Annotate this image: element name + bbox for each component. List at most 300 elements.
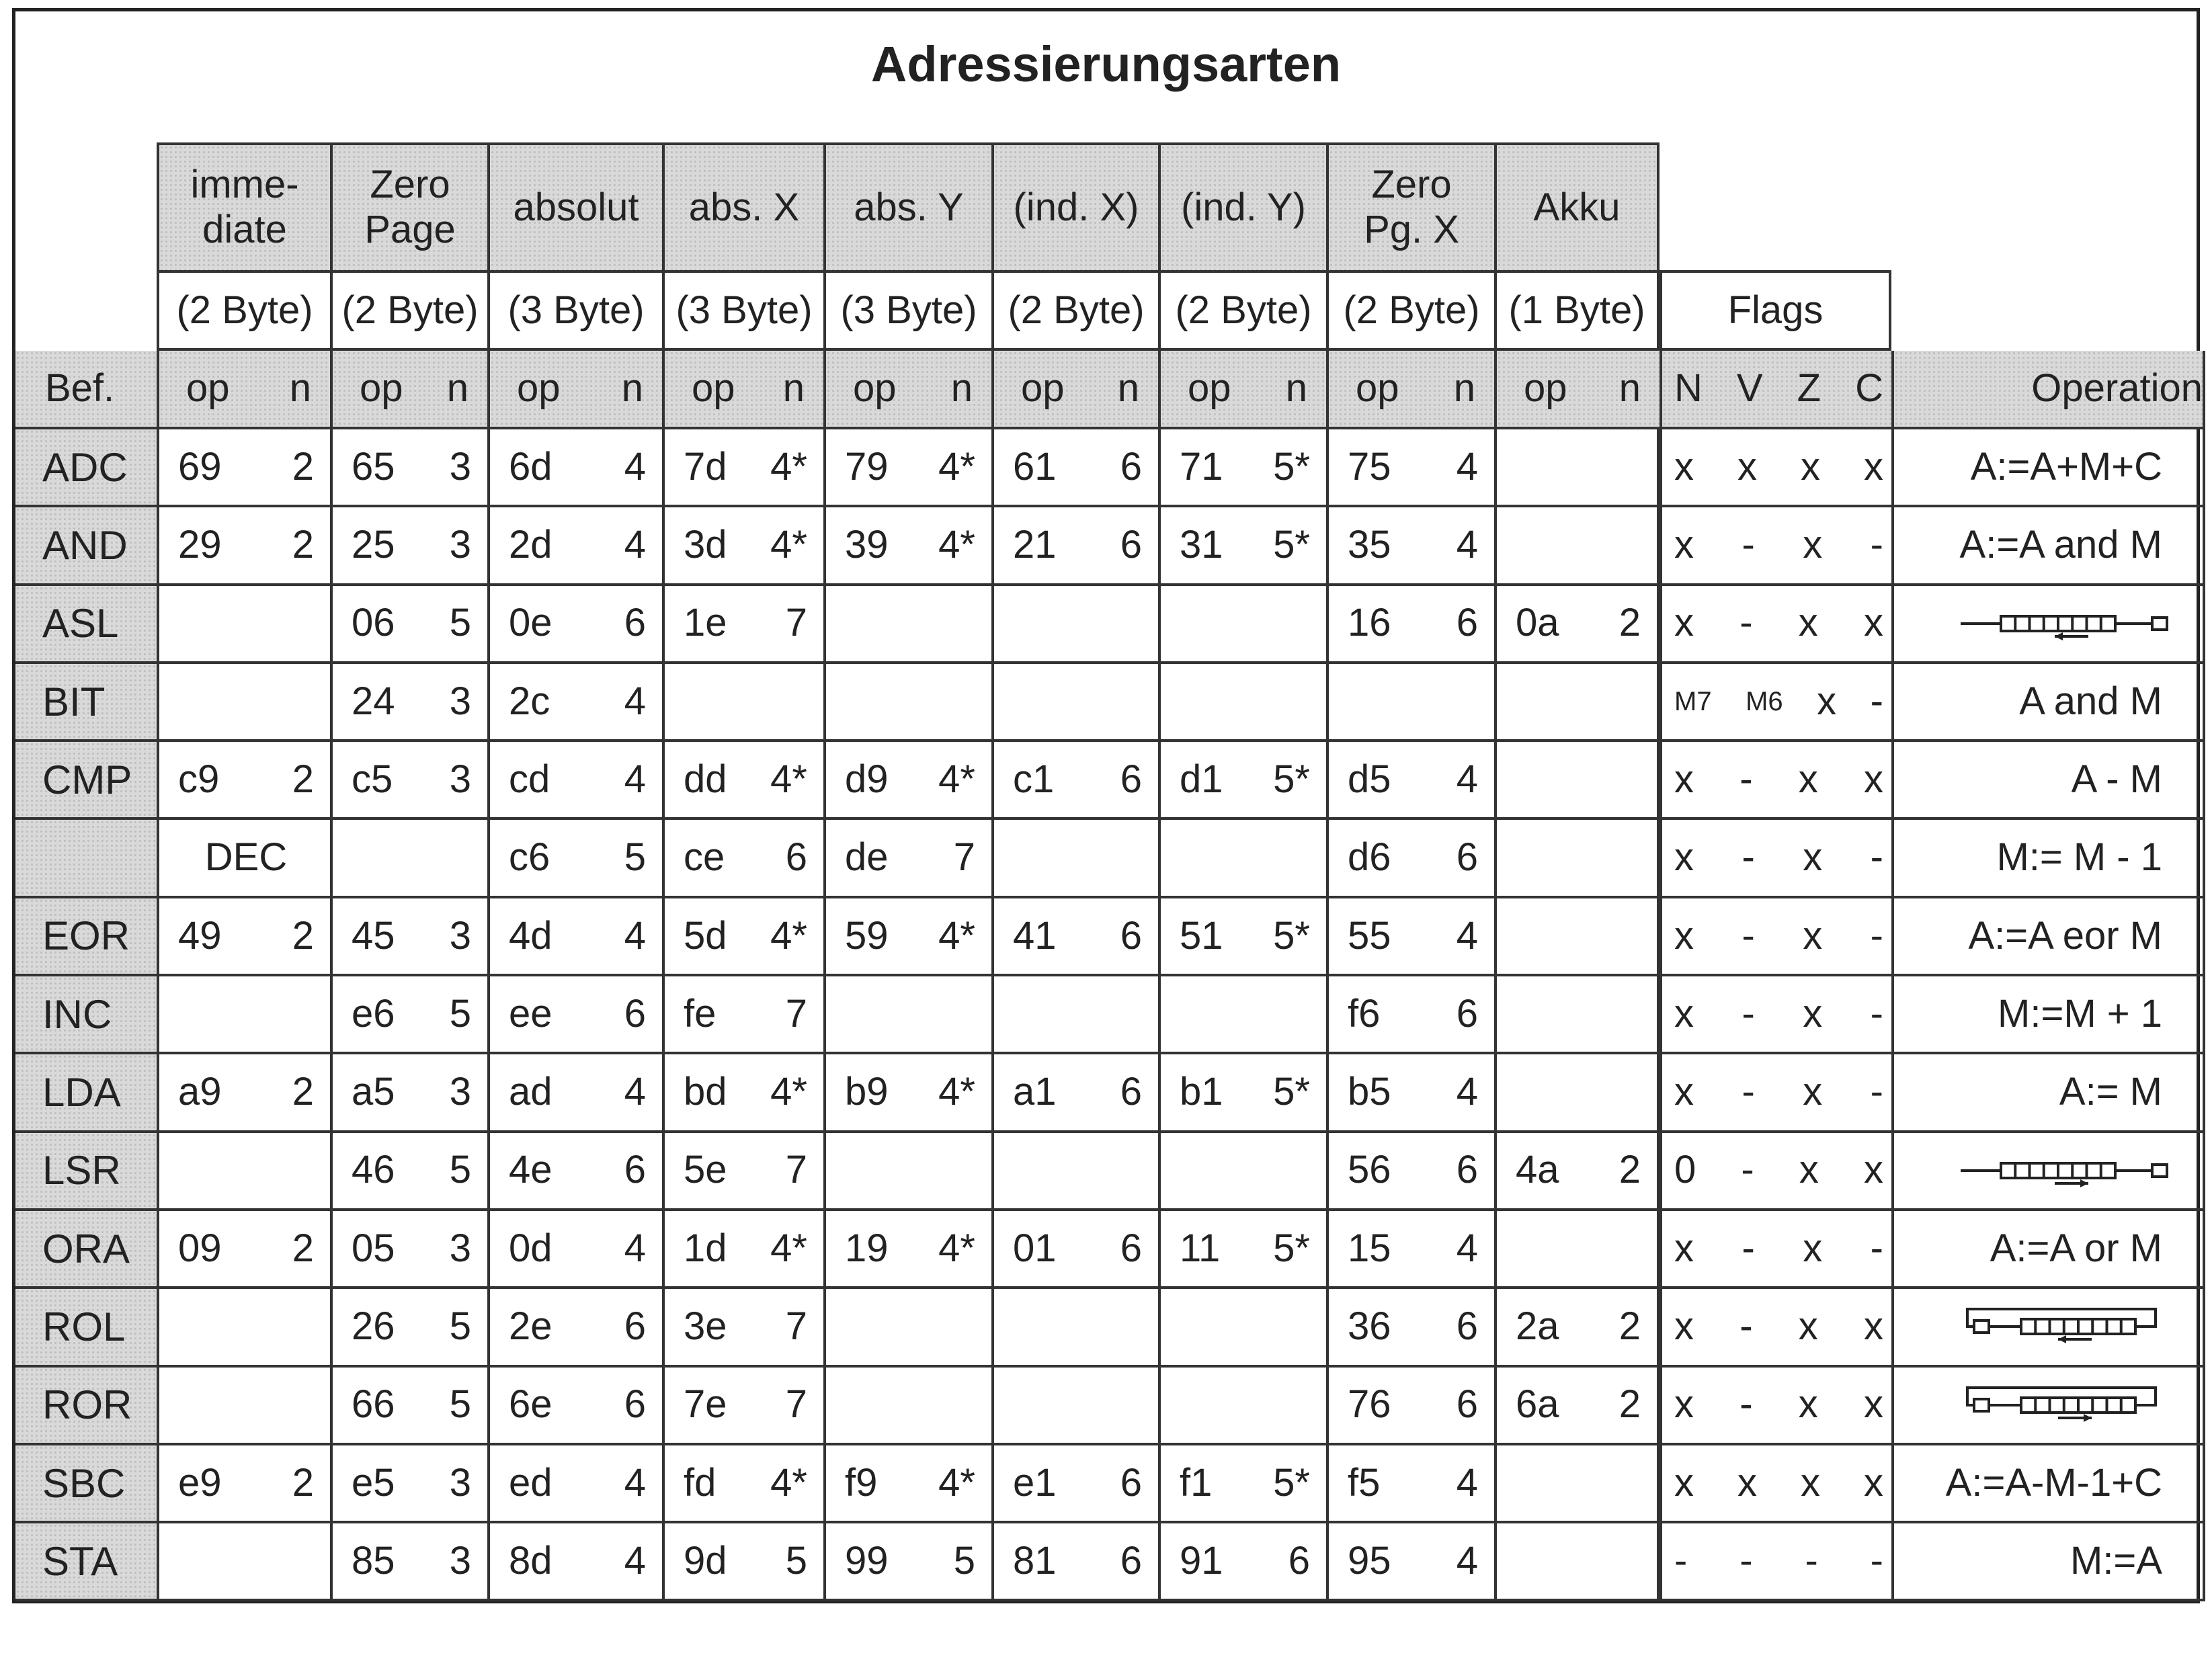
cycle-count: 5* <box>1273 913 1310 958</box>
flag-value: x <box>1803 1226 1823 1270</box>
mode-header <box>330 142 487 270</box>
cycle-count: 5* <box>1273 444 1310 489</box>
flags-header: Flags <box>1660 270 1891 351</box>
cycle-count: 7 <box>785 1382 807 1427</box>
opcode-cell <box>157 898 330 976</box>
opcode-value: c6 <box>509 835 550 880</box>
flag-value: x <box>1674 444 1694 489</box>
opcode-cell <box>330 898 487 976</box>
cycle-count: 2 <box>292 1226 314 1270</box>
cycle-count: 3 <box>449 1460 471 1505</box>
mode-bytes: (3 Byte) <box>823 270 991 351</box>
flag-value: x <box>1674 835 1694 880</box>
opcode-cell <box>157 1523 330 1601</box>
opcode-cell <box>1326 898 1494 976</box>
opcode-cell <box>823 429 991 507</box>
cycle-count: 4* <box>770 1226 807 1270</box>
opcode-cell <box>823 898 991 976</box>
opcode-value: 21 <box>1013 523 1057 567</box>
opcode-cell <box>991 820 1158 898</box>
cycle-count: 4* <box>938 1460 975 1505</box>
flag-value: - <box>1870 1538 1883 1583</box>
flag-value: x <box>1798 1382 1818 1427</box>
opcode-value: 39 <box>845 523 889 567</box>
flag-value: x <box>1674 1382 1694 1427</box>
opcode-cell <box>330 1133 487 1211</box>
instruction-mnemonic: LDA <box>15 1054 157 1132</box>
cycle-count: 2 <box>1619 1304 1641 1349</box>
header-flags <box>1660 351 1891 429</box>
opcode-value: ad <box>509 1070 552 1114</box>
opcode-cell <box>487 1133 662 1211</box>
flag-value: x <box>1674 757 1694 801</box>
opcode-cell <box>157 1211 330 1289</box>
header-op: op <box>186 366 230 411</box>
cycle-count: 4 <box>1456 757 1478 801</box>
opcode-value: 41 <box>1013 913 1057 958</box>
flag-value: - <box>1741 1148 1754 1192</box>
cycle-count: 2 <box>292 523 314 567</box>
mode-header-line: Akku <box>1533 185 1621 229</box>
opcode-cell <box>991 507 1158 585</box>
operation-cell: M:=M + 1 <box>1891 976 2205 1054</box>
opcode-cell <box>1158 976 1326 1054</box>
mode-header-line: diate <box>202 208 287 251</box>
opcode-value: ce <box>684 835 725 880</box>
opcode-value: 05 <box>352 1226 395 1270</box>
opcode-cell <box>662 1523 823 1601</box>
header-flag: V <box>1736 366 1763 411</box>
opcode-value: bd <box>684 1070 727 1114</box>
cycle-count: 5 <box>785 1538 807 1583</box>
opcode-value: d6 <box>1348 835 1391 880</box>
opcode-value: e9 <box>178 1460 222 1505</box>
opcode-cell <box>330 586 487 664</box>
opcode-cell <box>487 742 662 820</box>
opcode-cell <box>1494 1133 1660 1211</box>
opcode-cell <box>330 429 487 507</box>
opcode-cell <box>823 1133 991 1211</box>
cycle-count: 4 <box>624 679 646 723</box>
header-op: op <box>1356 366 1399 411</box>
flag-value: x <box>1803 991 1823 1036</box>
opcode-value: 9d <box>684 1538 727 1583</box>
opcode-cell <box>487 429 662 507</box>
opcode-value: 61 <box>1013 444 1057 489</box>
flag-value: - <box>1870 523 1883 567</box>
flag-value: - <box>1870 1070 1883 1114</box>
mode-header <box>991 142 1158 270</box>
operation-cell <box>1891 586 2205 664</box>
operation-cell: A:=A and M <box>1891 507 2205 585</box>
instruction-mnemonic: ADC <box>15 429 157 507</box>
mode-header-line: absolut <box>513 185 639 229</box>
opcode-cell <box>487 976 662 1054</box>
opcode-cell <box>662 664 823 742</box>
opcode-cell <box>1494 586 1660 664</box>
opcode-cell <box>662 1445 823 1523</box>
opcode-cell <box>1494 976 1660 1054</box>
flag-value: - <box>1674 1538 1688 1583</box>
opcode-value: 59 <box>845 913 889 958</box>
opcode-value: 95 <box>1348 1538 1391 1583</box>
opcode-value: e5 <box>352 1460 395 1505</box>
opcode-cell <box>487 1445 662 1523</box>
cycle-count: 4 <box>1456 1460 1478 1505</box>
cycle-count: 4 <box>624 1226 646 1270</box>
opcode-value: 19 <box>845 1226 889 1270</box>
instruction-mnemonic: INC <box>15 976 157 1054</box>
opcode-value: 71 <box>1180 444 1223 489</box>
flag-value: x <box>1863 601 1883 645</box>
mode-header-line: Zero <box>1371 163 1452 207</box>
flags-cell <box>1660 1368 1891 1445</box>
cycle-count: 4* <box>770 913 807 958</box>
opcode-value: 15 <box>1348 1226 1391 1270</box>
header-operation: Operation <box>1891 351 2205 429</box>
opcode-cell <box>1494 429 1660 507</box>
cycle-count: 4* <box>770 1460 807 1505</box>
cycle-count: 4* <box>938 523 975 567</box>
opcode-cell <box>487 820 662 898</box>
flag-value: - <box>1742 1226 1755 1270</box>
instruction-mnemonic: ROL <box>15 1289 157 1367</box>
opcode-cell <box>487 507 662 585</box>
opcode-cell <box>1326 586 1494 664</box>
header-op-n <box>1326 351 1494 429</box>
operation-cell: A:= M <box>1891 1054 2205 1132</box>
opcode-value: 16 <box>1348 601 1391 645</box>
opcode-value: d5 <box>1348 757 1391 801</box>
mode-bytes: (2 Byte) <box>330 270 487 351</box>
opcode-cell <box>662 898 823 976</box>
cycle-count: 5 <box>953 1538 975 1583</box>
flag-value: - <box>1870 913 1883 958</box>
opcode-cell <box>1326 1523 1494 1601</box>
opcode-value: 1e <box>684 601 727 645</box>
mode-header-line: Pg. X <box>1364 208 1459 251</box>
cycle-count: 5 <box>449 1304 471 1349</box>
mode-header <box>157 142 330 270</box>
cycle-count: 6 <box>1120 444 1142 489</box>
opcode-cell <box>1158 1523 1326 1601</box>
opcode-cell <box>1326 1445 1494 1523</box>
flag-value: M7 <box>1674 687 1712 717</box>
cycle-count: 5* <box>1273 1460 1310 1505</box>
operation-cell <box>1891 1133 2205 1211</box>
cycle-count: 4* <box>770 757 807 801</box>
opcode-cell <box>157 742 330 820</box>
opcode-cell <box>487 1211 662 1289</box>
opcode-value: 6e <box>509 1382 552 1427</box>
opcode-cell <box>1494 742 1660 820</box>
cycle-count: 4* <box>938 913 975 958</box>
header-op-n <box>991 351 1158 429</box>
opcode-cell <box>157 429 330 507</box>
cycle-count: 5 <box>449 991 471 1036</box>
cycle-count: 2 <box>292 444 314 489</box>
cycle-count: 7 <box>785 601 807 645</box>
mode-header <box>487 142 662 270</box>
flag-value: x <box>1803 835 1823 880</box>
flag-value: 0 <box>1674 1148 1696 1192</box>
flag-value: x <box>1674 1304 1694 1349</box>
cycle-count: 3 <box>449 1226 471 1270</box>
cycle-count: 4 <box>624 1460 646 1505</box>
opcode-value: b5 <box>1348 1070 1391 1114</box>
cycle-count: 7 <box>785 991 807 1036</box>
cycle-count: 7 <box>785 1148 807 1192</box>
opcode-cell <box>662 586 823 664</box>
header-op: op <box>1524 366 1567 411</box>
shift-right-diagram-icon <box>1947 1147 2189 1194</box>
opcode-cell <box>1158 429 1326 507</box>
cycle-count: 4* <box>938 757 975 801</box>
opcode-value: 36 <box>1348 1304 1391 1349</box>
flags-cell <box>1660 1133 1891 1211</box>
opcode-value: 5e <box>684 1148 727 1192</box>
flags-cell <box>1660 586 1891 664</box>
cycle-count: 5 <box>449 1148 471 1192</box>
opcode-cell <box>662 1211 823 1289</box>
opcode-value: 4d <box>509 913 552 958</box>
cycle-count: 4 <box>1456 444 1478 489</box>
page-title: Adressierungsarten <box>870 36 1342 92</box>
opcode-cell <box>1494 1289 1660 1367</box>
instruction-mnemonic: ASL <box>15 586 157 664</box>
opcode-cell <box>1326 664 1494 742</box>
opcode-cell <box>823 586 991 664</box>
cycle-count: 3 <box>449 679 471 723</box>
header-op: op <box>692 366 735 411</box>
opcode-value: 11 <box>1180 1226 1221 1270</box>
operation-cell: M:=A <box>1891 1523 2205 1601</box>
opcode-cell <box>662 976 823 1054</box>
opcode-value: 69 <box>178 444 222 489</box>
opcode-cell <box>1494 1211 1660 1289</box>
flag-value: x <box>1863 1148 1883 1192</box>
instruction-mnemonic: AND <box>15 507 157 585</box>
cycle-count: 6 <box>1120 1460 1142 1505</box>
cycle-count: 3 <box>449 523 471 567</box>
opcode-cell <box>823 1054 991 1132</box>
flags-cell <box>1660 1289 1891 1367</box>
header-n: n <box>1285 366 1307 411</box>
flag-value: - <box>1739 1382 1753 1427</box>
opcode-value: 99 <box>845 1538 889 1583</box>
mode-header <box>1326 142 1494 270</box>
mode-header-line: (ind. Y) <box>1181 185 1306 229</box>
opcode-value: 8d <box>509 1538 552 1583</box>
opcode-value: ee <box>509 991 552 1036</box>
operation-cell: A and M <box>1891 664 2205 742</box>
mode-bytes: (2 Byte) <box>991 270 1158 351</box>
cycle-count: 6 <box>1456 1382 1478 1427</box>
opcode-cell <box>991 1368 1158 1445</box>
flag-value: x <box>1674 523 1694 567</box>
flag-value: x <box>1674 601 1694 645</box>
cycle-count: 4 <box>1456 913 1478 958</box>
flag-value: - <box>1870 835 1883 880</box>
opcode-cell <box>662 1133 823 1211</box>
opcode-cell <box>1326 1133 1494 1211</box>
opcode-cell <box>991 1211 1158 1289</box>
opcode-cell <box>991 976 1158 1054</box>
opcode-cell <box>330 820 487 898</box>
cycle-count: 3 <box>449 1070 471 1114</box>
operation-cell: A:=A-M-1+C <box>1891 1445 2205 1523</box>
header-n: n <box>1453 366 1475 411</box>
cycle-count: 5* <box>1273 523 1310 567</box>
mode-header-line: abs. X <box>688 185 800 229</box>
opcode-cell <box>487 1523 662 1601</box>
opcode-value: c9 <box>178 757 220 801</box>
flag-value: - <box>1739 1538 1753 1583</box>
mode-bytes: (1 Byte) <box>1494 270 1660 351</box>
opcode-cell <box>662 429 823 507</box>
opcode-cell <box>157 1445 330 1523</box>
opcode-cell <box>823 507 991 585</box>
opcode-cell <box>330 1523 487 1601</box>
header-n: n <box>950 366 973 411</box>
mode-bytes: (3 Byte) <box>662 270 823 351</box>
opcode-value: 31 <box>1180 523 1223 567</box>
header-op: op <box>853 366 897 411</box>
header-op: op <box>517 366 561 411</box>
header-op-n <box>1158 351 1326 429</box>
cycle-count: 6 <box>624 991 646 1036</box>
flags-cell <box>1660 429 1891 507</box>
mode-bytes: (3 Byte) <box>487 270 662 351</box>
opcode-cell <box>157 1054 330 1132</box>
opcode-value: e1 <box>1013 1460 1057 1505</box>
flag-value: x <box>1737 1460 1757 1505</box>
opcode-cell <box>487 664 662 742</box>
opcode-cell <box>1158 664 1326 742</box>
opcode-cell <box>157 976 330 1054</box>
opcode-value: 0d <box>509 1226 552 1270</box>
opcode-value: b9 <box>845 1070 889 1114</box>
flags-cell <box>1660 1523 1891 1601</box>
opcode-value: 66 <box>352 1382 395 1427</box>
opcode-value: 3d <box>684 523 727 567</box>
opcode-cell <box>1326 1211 1494 1289</box>
opcode-cell <box>1494 1445 1660 1523</box>
opcode-cell <box>991 586 1158 664</box>
opcode-value: 85 <box>352 1538 395 1583</box>
cycle-count: 4* <box>770 1070 807 1114</box>
opcode-value: 7d <box>684 444 727 489</box>
instruction-mnemonic: BIT <box>15 664 157 742</box>
opcode-cell <box>1326 429 1494 507</box>
opcode-cell <box>991 664 1158 742</box>
cycle-count: 4 <box>1456 523 1478 567</box>
cycle-count: 6 <box>1456 601 1478 645</box>
cycle-count: 2 <box>1619 601 1641 645</box>
flag-value: - <box>1742 1070 1755 1114</box>
opcode-cell <box>330 507 487 585</box>
cycle-count: 2 <box>292 1460 314 1505</box>
header-n: n <box>1619 366 1641 411</box>
opcode-cell <box>1494 1523 1660 1601</box>
opcode-value: 79 <box>845 444 889 489</box>
cycle-count: 4* <box>938 444 975 489</box>
mode-header-line: abs. Y <box>854 185 964 229</box>
flag-value: x <box>1798 1304 1818 1349</box>
header-op: op <box>1021 366 1065 411</box>
opcode-cell <box>1326 742 1494 820</box>
opcode-value: 76 <box>1348 1382 1391 1427</box>
opcode-cell <box>1494 1368 1660 1445</box>
operation-cell: A:=A or M <box>1891 1211 2205 1289</box>
flag-value: - <box>1742 991 1755 1036</box>
opcode-cell <box>157 586 330 664</box>
opcode-value: cd <box>509 757 550 801</box>
opcode-cell <box>991 742 1158 820</box>
mode-bytes: (2 Byte) <box>1326 270 1494 351</box>
opcode-value: 55 <box>1348 913 1391 958</box>
opcode-cell <box>1158 820 1326 898</box>
cycle-count: 2 <box>292 913 314 958</box>
cycle-count: 4* <box>770 444 807 489</box>
opcode-value: c1 <box>1013 757 1055 801</box>
opcode-cell <box>823 1289 991 1367</box>
opcode-cell <box>991 1523 1158 1601</box>
cycle-count: 6 <box>624 601 646 645</box>
opcode-value: f9 <box>845 1460 878 1505</box>
instruction-mnemonic: LSR <box>15 1133 157 1211</box>
opcode-cell <box>330 1289 487 1367</box>
header-instruction: Bef. <box>15 351 157 429</box>
opcode-cell <box>1494 898 1660 976</box>
cycle-count: 4 <box>624 757 646 801</box>
cycle-count: 7 <box>785 1304 807 1349</box>
flag-value: M6 <box>1746 687 1783 717</box>
operation-cell <box>1891 1368 2205 1445</box>
opcode-cell <box>1494 507 1660 585</box>
opcode-cell <box>157 1289 330 1367</box>
cycle-count: 6 <box>1456 1304 1478 1349</box>
opcode-cell <box>1326 1054 1494 1132</box>
header-flag: Z <box>1797 366 1821 411</box>
flags-cell <box>1660 1211 1891 1289</box>
cycle-count: 2 <box>1619 1382 1641 1427</box>
cycle-count: 4 <box>624 444 646 489</box>
header-op-n <box>662 351 823 429</box>
opcode-cell <box>1158 1445 1326 1523</box>
opcode-cell <box>330 1368 487 1445</box>
opcode-value: fe <box>684 991 716 1036</box>
instruction-mnemonic: STA <box>15 1523 157 1601</box>
mode-header-line: (ind. X) <box>1013 185 1139 229</box>
header-n: n <box>446 366 468 411</box>
opcode-cell <box>487 1054 662 1132</box>
instruction-mnemonic: CMP <box>15 742 157 820</box>
cycle-count: 6 <box>1456 991 1478 1036</box>
opcode-cell <box>662 820 823 898</box>
opcode-value: de <box>845 835 889 880</box>
opcode-cell <box>157 1133 330 1211</box>
opcode-value: 29 <box>178 523 222 567</box>
opcode-value: 2c <box>509 679 550 723</box>
flag-value: x <box>1803 913 1823 958</box>
opcode-cell <box>157 1368 330 1445</box>
opcode-cell <box>991 429 1158 507</box>
opcode-cell <box>1326 976 1494 1054</box>
opcode-value: f5 <box>1348 1460 1381 1505</box>
cycle-count: 6 <box>1120 1070 1142 1114</box>
opcode-cell <box>1158 742 1326 820</box>
